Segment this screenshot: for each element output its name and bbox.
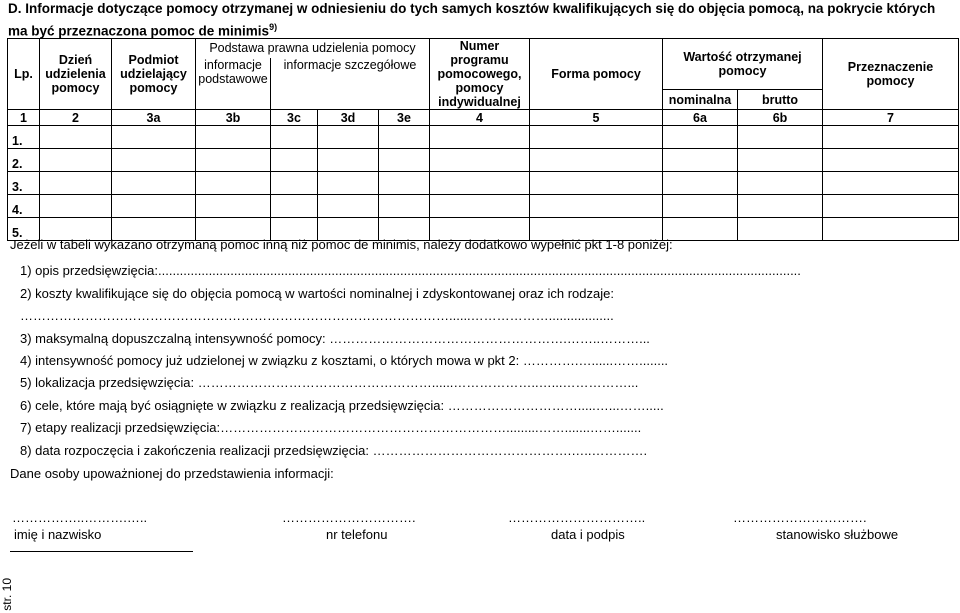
- header-forma: Forma pomocy: [530, 39, 663, 110]
- table-cell[interactable]: [738, 149, 823, 172]
- table-cell[interactable]: [379, 149, 430, 172]
- table-cell[interactable]: [430, 149, 530, 172]
- row-number: 1.: [8, 126, 40, 149]
- table-cell[interactable]: [318, 149, 379, 172]
- table-cell[interactable]: [318, 195, 379, 218]
- item-2-dots[interactable]: ………………………………………………………………………………………......………………..................: [20, 308, 614, 323]
- table-cell[interactable]: [379, 195, 430, 218]
- row-number: 2.: [8, 149, 40, 172]
- signature-dots-phone[interactable]: ………………………….: [282, 510, 416, 525]
- colnum-7: 7: [823, 110, 959, 126]
- colnum-3a: 3a: [112, 110, 196, 126]
- table-cell[interactable]: [40, 149, 112, 172]
- table-cell[interactable]: [663, 218, 738, 241]
- row-number: 4.: [8, 195, 40, 218]
- table-cell[interactable]: [271, 149, 318, 172]
- header-podstawowe: informacje podstawowe: [196, 58, 271, 110]
- section-heading-text: D. Informacje dotyczące pomocy otrzymanej w odniesieniu do tych samych kosztów kwalifikujących się do objęcia pomocą, na pokrycie których ma być przeznaczona pomoc de minimis: [8, 1, 936, 39]
- table-cell[interactable]: [530, 172, 663, 195]
- table-cell[interactable]: [271, 195, 318, 218]
- footnote-rule: [10, 551, 193, 552]
- table-cell[interactable]: [112, 195, 196, 218]
- page-number: str. 10: [0, 578, 14, 611]
- item-4[interactable]: 4) intensywność pomocy już udzielonej w związku z kosztami, o których mowa w pkt 2: ………….…......……........: [20, 353, 669, 368]
- header-przeznaczenie: Przeznaczenie pomocy: [823, 39, 959, 110]
- signature-dots-position[interactable]: ………………………….: [733, 510, 867, 525]
- colnum-4: 4: [430, 110, 530, 126]
- header-podmiot: Podmiot udzielający pomocy: [112, 39, 196, 110]
- item-6[interactable]: 6) cele, które mają być osiągnięte w związku z realizacją przedsięwzięcia: ………………………….....…...…….....: [20, 398, 664, 413]
- table-cell[interactable]: [40, 195, 112, 218]
- intro-text: Jeżeli w tabeli wykazano otrzymaną pomoc inną niż pomoc de minimis, należy dodatkowo wypełnić pkt 1-8 poniżej:: [10, 237, 673, 252]
- table-cell[interactable]: [823, 149, 959, 172]
- table-cell[interactable]: [430, 172, 530, 195]
- colnum-1: 1: [8, 110, 40, 126]
- table-cell[interactable]: [112, 126, 196, 149]
- table-cell[interactable]: [823, 172, 959, 195]
- table-cell[interactable]: [196, 126, 271, 149]
- table-cell[interactable]: [738, 195, 823, 218]
- header-brutto: brutto: [738, 90, 823, 110]
- colnum-3b: 3b: [196, 110, 271, 126]
- table-cell[interactable]: [738, 172, 823, 195]
- authorized-person-label: Dane osoby upoważnionej do przedstawienia informacji:: [10, 466, 334, 481]
- table-cell[interactable]: [318, 172, 379, 195]
- item-1[interactable]: 1) opis przedsięwzięcia:..................................................................................................................................................................................: [20, 263, 801, 278]
- colnum-3c: 3c: [271, 110, 318, 126]
- table-cell[interactable]: [196, 172, 271, 195]
- table-cell[interactable]: [430, 195, 530, 218]
- colnum-6a: 6a: [663, 110, 738, 126]
- table-cell[interactable]: [530, 149, 663, 172]
- table-cell[interactable]: [271, 126, 318, 149]
- item-2[interactable]: 2) koszty kwalifikujące się do objęcia pomocą w wartości nominalnej i zdyskontowanej oraz ich rodzaje:: [20, 286, 614, 301]
- table-cell[interactable]: [663, 126, 738, 149]
- header-podstawa: Podstawa prawna udzielenia pomocy: [196, 39, 430, 58]
- sign-label: data i podpis: [551, 527, 625, 542]
- table-row: [8, 195, 959, 218]
- table-cell[interactable]: [112, 149, 196, 172]
- section-heading: [8, 0, 953, 41]
- signature-dots-name[interactable]: ……………..……….…..: [12, 510, 148, 525]
- table-cell[interactable]: [430, 126, 530, 149]
- table-cell[interactable]: [738, 218, 823, 241]
- table-cell[interactable]: [823, 195, 959, 218]
- item-3[interactable]: 3) maksymalną dopuszczalną intensywność pomocy: ……………………………………………….……..………...: [20, 331, 650, 346]
- table-cell[interactable]: [530, 195, 663, 218]
- item-7[interactable]: 7) etapy realizacji przedsięwzięcia:………………………………………………………….........…….......…….......: [20, 420, 642, 435]
- colnum-3e: 3e: [379, 110, 430, 126]
- table-cell[interactable]: [196, 149, 271, 172]
- table-cell[interactable]: [823, 218, 959, 241]
- item-5[interactable]: 5) lokalizacja przedsięwzięcia: ………………………………………………......………………..…...……………...: [20, 375, 639, 390]
- row-number: 3.: [8, 172, 40, 195]
- name-label: imię i nazwisko: [14, 527, 102, 542]
- colnum-5: 5: [530, 110, 663, 126]
- colnum-2: 2: [40, 110, 112, 126]
- table-cell[interactable]: [40, 126, 112, 149]
- table-cell[interactable]: [663, 195, 738, 218]
- table-cell[interactable]: [823, 126, 959, 149]
- item-8[interactable]: 8) data rozpoczęcia i zakończenia realizacji przedsięwzięcia: ……………………………………….…..………….: [20, 443, 648, 458]
- table-cell[interactable]: [379, 126, 430, 149]
- footnote-ref: 9): [269, 22, 278, 32]
- table-cell[interactable]: [738, 126, 823, 149]
- table-cell[interactable]: [663, 172, 738, 195]
- phone-label: nr telefonu: [326, 527, 388, 542]
- table-cell[interactable]: [663, 149, 738, 172]
- table-cell[interactable]: [318, 126, 379, 149]
- table-row: [8, 172, 959, 195]
- colnum-3d: 3d: [318, 110, 379, 126]
- header-lp: Lp.: [8, 39, 40, 110]
- table-cell[interactable]: [196, 195, 271, 218]
- position-label: stanowisko służbowe: [776, 527, 899, 542]
- header-nominalna: nominalna: [663, 90, 738, 110]
- aid-table: [7, 38, 959, 241]
- header-szczegolowe: informacje szczegółowe: [271, 58, 430, 110]
- table-cell[interactable]: [40, 172, 112, 195]
- table-cell[interactable]: [379, 172, 430, 195]
- table-row: [8, 149, 959, 172]
- header-dzien: Dzień udzielenia pomocy: [40, 39, 112, 110]
- row-number: 5.: [8, 218, 40, 241]
- table-cell[interactable]: [112, 172, 196, 195]
- table-cell[interactable]: [271, 172, 318, 195]
- table-cell[interactable]: [530, 126, 663, 149]
- signature-dots-sign[interactable]: …………………………..: [508, 510, 646, 525]
- header-wartosc: Wartość otrzymanej pomocy: [663, 39, 823, 90]
- table-row: [8, 126, 959, 149]
- header-numer: Numer programu pomocowego, pomocy indywidualnej: [430, 39, 530, 110]
- colnum-6b: 6b: [738, 110, 823, 126]
